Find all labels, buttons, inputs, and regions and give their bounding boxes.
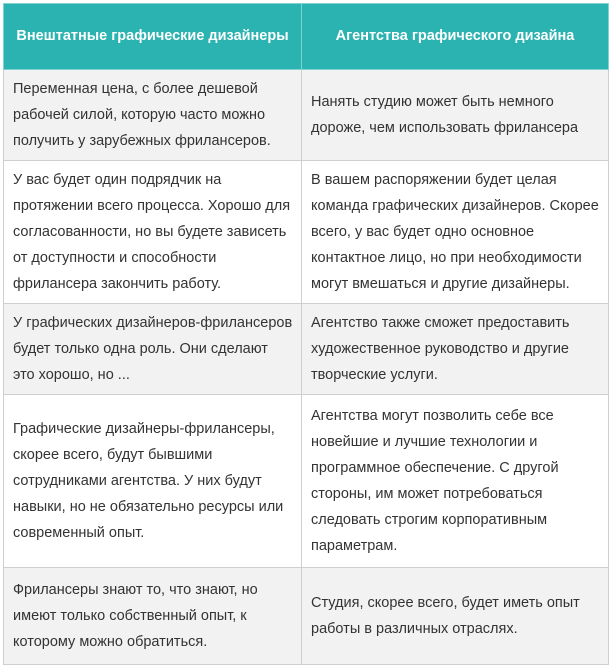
freelancer-cell: У вас будет один подрядчик на протяжении всего процесса. Хорошо для согласованности, но вы будете зависеть от доступности и способности фрилансера закончить работу. [4, 161, 302, 304]
table-row [4, 70, 609, 161]
table-header-row [4, 4, 609, 70]
header-agencies: Агентства графического дизайна [302, 4, 609, 70]
agency-cell: Агентства могут позволить себе все новейшие и лучшие технологии и программное обеспечение. С другой стороны, им может потребоваться следовать строгим корпоративным параметрам. [302, 395, 609, 568]
agency-cell: Студия, скорее всего, будет иметь опыт работы в различных отраслях. [302, 568, 609, 665]
freelancer-cell: У графических дизайнеров-фрилансеров будет только одна роль. Они сделают это хорошо, но ... [4, 304, 302, 395]
agency-cell: Нанять студию может быть немного дороже, чем использовать фрилансера [302, 70, 609, 161]
freelancer-cell: Фрилансеры знают то, что знают, но имеют только собственный опыт, к которому можно обратиться. [4, 568, 302, 665]
header-freelancers: Внештатные графические дизайнеры [4, 4, 302, 70]
table-row [4, 161, 609, 304]
table-row [4, 568, 609, 665]
table-row [4, 395, 609, 568]
comparison-table [3, 3, 609, 665]
table-row [4, 304, 609, 395]
agency-cell: Агентство также сможет предоставить художественное руководство и другие творческие услуги. [302, 304, 609, 395]
comparison-table-container [3, 3, 608, 660]
freelancer-cell: Переменная цена, с более дешевой рабочей силой, которую часто можно получить у зарубежных фрилансеров. [4, 70, 302, 161]
freelancer-cell: Графические дизайнеры-фрилансеры, скорее всего, будут бывшими сотрудниками агентства. У них будут навыки, но не обязательно ресурсы или современный опыт. [4, 395, 302, 568]
agency-cell: В вашем распоряжении будет целая команда графических дизайнеров. Скорее всего, у вас будет одно основное контактное лицо, но при необходимости могут вмешаться и другие дизайнеры. [302, 161, 609, 304]
